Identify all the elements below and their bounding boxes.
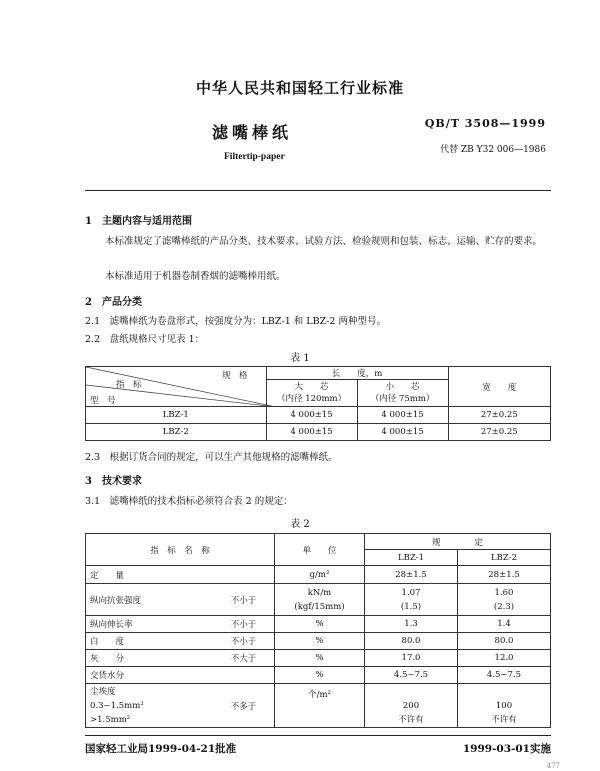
table-row xyxy=(86,584,551,616)
index-name-cell: 白 度 xyxy=(86,633,213,650)
condition-cell: 不小于 xyxy=(213,584,275,616)
big-core-sub: （内径 120mm） xyxy=(277,394,347,404)
table-1-caption: 表 1 xyxy=(290,353,310,364)
condition-cell: 不小于 xyxy=(213,616,275,633)
corner-spec-label: 规 格 xyxy=(222,371,248,381)
lbz2-header: LBZ-2 xyxy=(458,550,551,566)
corner-index-label: 指 标 xyxy=(116,380,142,390)
big-core-cell: 4 000±15 xyxy=(266,407,357,424)
index-name-header: 指 标 名 称 xyxy=(86,534,275,566)
section-1-heading: 1 主题内容与适用范围 xyxy=(85,216,192,227)
lbz1-value-alt: (1.5) xyxy=(400,601,422,612)
table-row xyxy=(86,684,551,728)
table-row xyxy=(86,407,551,424)
condition-cell xyxy=(213,566,275,584)
lbz2-value: 100 xyxy=(495,701,513,711)
index-name-sub-1: 0.3~1.5mm² xyxy=(90,700,144,711)
unit-cell: g/m² xyxy=(275,566,365,584)
lbz1-cell: 28±1.5 xyxy=(365,566,458,584)
page-number: 477 xyxy=(546,762,560,770)
lbz2-value-alt: (2.3) xyxy=(493,601,515,612)
lbz1-value-alt: 不许有 xyxy=(398,715,424,725)
type-cell: LBZ-2 xyxy=(86,424,267,441)
index-name: 尘埃度 xyxy=(90,686,116,697)
table-1-corner-cell xyxy=(86,367,267,407)
clause-3-1: 3.1 滤嘴棒纸的技术指标必须符合表 2 的规定： xyxy=(85,496,293,507)
big-core-label: 大 芯 xyxy=(294,382,329,392)
section-2-heading: 2 产品分类 xyxy=(85,297,142,308)
replaces-standard: 代替 ZB Y32 006—1986 xyxy=(440,145,546,155)
lbz2-value-alt: 不许有 xyxy=(491,715,517,725)
type-cell: LBZ-1 xyxy=(86,407,267,424)
approval-date: 国家轻工业局1999-04-21批准 xyxy=(85,743,237,755)
lbz1-value: 200 xyxy=(402,701,420,711)
clause-2-2: 2.2 盘纸规格尺寸见表 1： xyxy=(85,334,205,345)
lbz1-value: 1.07 xyxy=(401,587,421,598)
table-row xyxy=(86,667,551,684)
index-name-cell: 定 量 xyxy=(86,566,213,584)
lbz2-cell: 12.0 xyxy=(458,650,551,667)
spec-header: 规 定 xyxy=(365,534,551,550)
unit-cell: % xyxy=(275,616,365,633)
lbz1-cell: 1.3 xyxy=(365,616,458,633)
unit-value: kN/m xyxy=(307,587,332,598)
section-3-heading: 3 技术要求 xyxy=(85,476,142,487)
header-divider xyxy=(85,190,551,191)
lbz2-cell xyxy=(458,684,551,728)
unit-cell: 个/m² xyxy=(275,684,365,728)
lbz1-cell: 4.5~7.5 xyxy=(365,667,458,684)
small-core-label: 小 芯 xyxy=(385,382,420,392)
width-cell: 27±0.25 xyxy=(448,424,551,441)
table-row xyxy=(86,424,551,441)
document-title: 滤嘴棒纸 xyxy=(212,123,293,142)
clause-2-1: 2.1 滤嘴棒纸为卷盘形式，按强度分为：LBZ-1 和 LBZ-2 两种型号。 xyxy=(85,316,386,327)
table-1 xyxy=(85,366,551,441)
condition-cell xyxy=(213,667,275,684)
table-row xyxy=(86,566,551,584)
index-name-cell xyxy=(86,684,213,728)
length-header: 长 度，m xyxy=(266,367,448,380)
standard-code: QB/T 3508—1999 xyxy=(424,117,546,130)
small-core-sub: （内径 75mm） xyxy=(370,394,435,404)
small-core-cell: 4 000±15 xyxy=(357,407,448,424)
table-row xyxy=(86,633,551,650)
section-1-para-2: 本标准适用于机器卷制香烟的滤嘴棒用纸。 xyxy=(105,271,286,282)
big-core-cell: 4 000±15 xyxy=(266,424,357,441)
condition-cell: 不多于 xyxy=(213,684,275,728)
index-name-cell: 纵向抗张强度 xyxy=(86,584,213,616)
index-name-sub-2: >1.5mm² xyxy=(90,714,131,725)
section-1-para-1: 本标准规定了滤嘴棒纸的产品分类、技术要求、试验方法、检验规则和包装、标志、运输、贮存的要求。 xyxy=(105,236,543,247)
unit-header: 单 位 xyxy=(275,534,365,566)
small-core-header xyxy=(357,380,448,407)
unit-cell xyxy=(275,584,365,616)
condition-cell: 不小于 xyxy=(213,633,275,650)
lbz2-cell: 4.5~7.5 xyxy=(458,667,551,684)
condition-cell: 不大于 xyxy=(213,650,275,667)
unit-cell: % xyxy=(275,633,365,650)
lbz2-cell: 80.0 xyxy=(458,633,551,650)
unit-cell: % xyxy=(275,650,365,667)
width-cell: 27±0.25 xyxy=(448,407,551,424)
lbz1-header: LBZ-1 xyxy=(365,550,458,566)
lbz1-cell: 80.0 xyxy=(365,633,458,650)
index-name-cell: 灰 分 xyxy=(86,650,213,667)
lbz2-cell: 1.4 xyxy=(458,616,551,633)
table-row xyxy=(86,616,551,633)
small-core-cell: 4 000±15 xyxy=(357,424,448,441)
footer-divider xyxy=(85,735,551,736)
index-name-cell: 交货水分 xyxy=(86,667,213,684)
index-name-cell: 纵向伸长率 xyxy=(86,616,213,633)
table-row xyxy=(86,650,551,667)
effective-date: 1999-03-01实施 xyxy=(462,743,551,755)
document-title-en: Filtertip-paper xyxy=(224,152,285,162)
standard-category-title: 中华人民共和国轻工行业标准 xyxy=(195,79,404,97)
lbz1-cell xyxy=(365,684,458,728)
unit-value-alt: (kgf/15mm) xyxy=(294,601,345,612)
lbz2-cell: 28±1.5 xyxy=(458,566,551,584)
big-core-header xyxy=(266,380,357,407)
table-2-caption: 表 2 xyxy=(290,519,310,530)
unit-cell: % xyxy=(275,667,365,684)
corner-type-label: 型 号 xyxy=(90,396,116,406)
clause-2-3: 2.3 根据订货合同的规定，可以生产其他规格的滤嘴棒纸。 xyxy=(85,452,338,463)
width-header: 宽 度 xyxy=(448,367,551,407)
lbz1-cell: 17.0 xyxy=(365,650,458,667)
lbz2-cell xyxy=(458,584,551,616)
lbz2-value: 1.60 xyxy=(494,587,514,598)
lbz1-cell xyxy=(365,584,458,616)
table-2 xyxy=(85,533,551,728)
